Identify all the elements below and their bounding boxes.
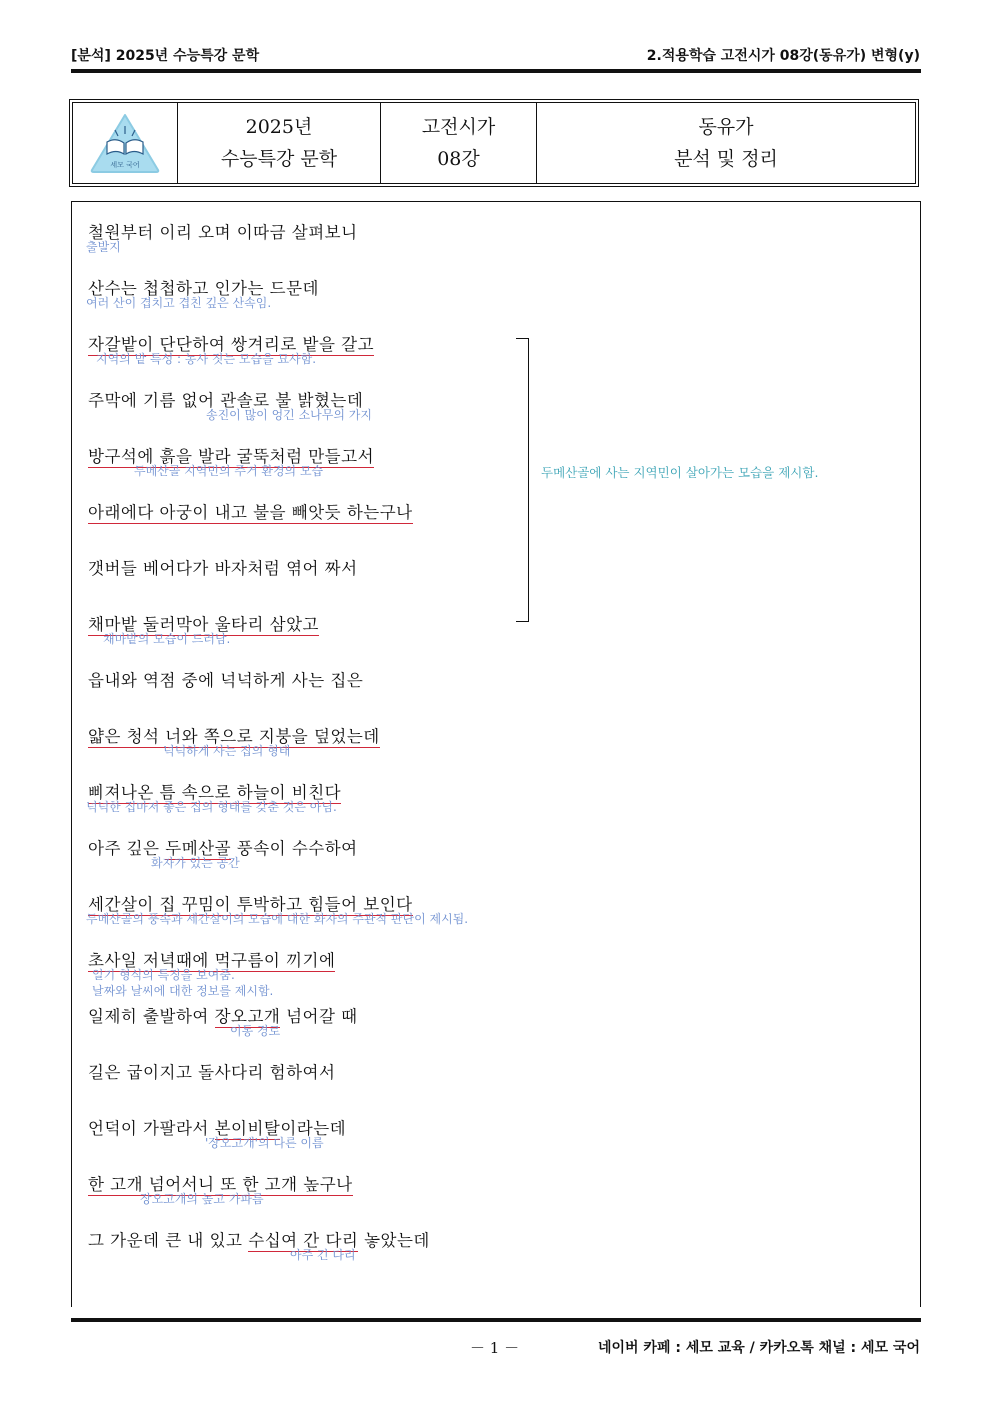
poem-line <box>88 1059 335 1083</box>
line-text: 언덕이 가팔라서 <box>88 1119 215 1138</box>
line-text: 읍내와 역점 중에 넉넉하게 사는 집은 <box>88 671 364 690</box>
underlined-phrase: 한 고개 넘어서니 또 한 고개 높구나 <box>88 1175 353 1194</box>
annotation: 장오고개의 높고 가파름 <box>140 1192 264 1206</box>
bracket <box>516 338 529 622</box>
book-logo-icon <box>89 112 161 174</box>
underlined-phrase: 방구석에 흙을 발라 굴뚝처럼 만들고서 <box>88 447 375 466</box>
underlined-phrase: 장오고개 <box>214 1007 281 1026</box>
title-work-cell: 동유가 분석 및 정리 <box>674 116 778 170</box>
underlined-phrase: 얇은 청석 너와 쪽으로 지붕을 덮었는데 <box>88 727 380 746</box>
logo-cell <box>73 103 178 183</box>
annotation: 화자가 있는 공간 <box>151 856 240 870</box>
underlined-phrase: 삐져나온 틈 속으로 하늘이 비친다 <box>88 783 342 802</box>
annotation: 송진이 많이 엉긴 소나무의 가지 <box>206 408 372 422</box>
header-rule <box>71 69 921 73</box>
poem-line <box>88 1227 430 1251</box>
line-text: 넘어갈 때 <box>280 1007 358 1026</box>
footer-rule <box>71 1318 921 1322</box>
annotation: 날짜와 날씨에 대한 정보를 제시함. <box>92 984 274 998</box>
line-text: 갯버들 베어다가 바자처럼 엮어 짜서 <box>88 559 358 578</box>
annotation: 두메산골의 풍속과 세간살이의 모습에 대한 화자의 주관적 판단이 제시됨. <box>86 912 469 926</box>
line-text: 이라는데 <box>280 1119 347 1138</box>
annotation: 이동 경로 <box>230 1024 281 1038</box>
annotation: '장오고개'의 다른 이름 <box>205 1136 324 1150</box>
poem-line <box>88 499 413 523</box>
underlined-phrase: 자갈밭이 단단하여 쌍겨리로 밭을 갈고 <box>88 335 375 354</box>
underlined-phrase: 채마밭 둘러막아 울타리 삼았고 <box>88 615 319 634</box>
header-left: [분석] 2025년 수능특강 문학 <box>71 48 260 64</box>
line-text: 길은 굽이지고 돌사다리 험하여서 <box>88 1063 336 1082</box>
line-text: 놓았는데 <box>358 1231 430 1250</box>
underlined-phrase: 초사일 저녁때에 먹구름이 끼기에 <box>88 951 336 970</box>
underlined-phrase: 수십여 간 다리 <box>248 1231 359 1250</box>
line-text: 풍속이 수수하여 <box>231 839 358 858</box>
underlined-phrase: 두메산골 <box>165 839 232 858</box>
annotation: 지역의 밭 특성 : 농사 짓는 모습을 묘사함. <box>96 352 317 366</box>
footer-text: 네이버 카페 : 세모 교육 / 카카오톡 채널 : 세모 국어 <box>597 1340 920 1356</box>
line-text: 일제히 출발하여 <box>88 1007 215 1026</box>
title-year-cell: 2025년 수능특강 문학 <box>178 103 381 183</box>
annotation: 아주 긴 다리 <box>290 1248 356 1262</box>
line-text: 아주 깊은 <box>88 839 166 858</box>
annotation: 넉넉한 집마저 좋은 집의 형태를 갖춘 것은 아님. <box>86 800 337 814</box>
page-number: － 1 － <box>470 1339 520 1357</box>
line-text: 산수는 첩첩하고 인가는 드문데 <box>88 279 319 298</box>
title-genre-cell: 고전시가 08강 <box>381 103 537 183</box>
logo-text: 세모 국어 <box>110 161 140 169</box>
poem-line <box>88 1003 358 1027</box>
poem-line <box>88 219 358 243</box>
line-text: 그 가운데 큰 내 있고 <box>88 1231 249 1250</box>
annotation: 채마밭의 모습이 드러남. <box>103 632 231 646</box>
bracket-note: 두메산골에 사는 지역민이 살아가는 모습을 제시함. <box>541 465 819 480</box>
line-text: 철원부터 이리 오며 이따금 살펴보니 <box>88 223 358 242</box>
annotation: 여러 산이 겹치고 겹친 깊은 산속임. <box>86 296 272 310</box>
line-text: 주막에 기름 없어 관솔로 불 밝혔는데 <box>88 391 364 410</box>
title-table <box>69 99 919 187</box>
underlined-phrase: 세간살이 집 꾸밈이 투박하고 힘들어 보인다 <box>88 895 413 914</box>
poem-line <box>88 555 358 579</box>
annotation: 출발지 <box>86 240 121 254</box>
header-right: 2.적용학습 고전시가 08강(동유가) 변형(y) <box>646 48 920 64</box>
underlined-phrase: 본이비탈 <box>214 1119 281 1138</box>
annotation: 넉넉하게 사는 집의 형태 <box>163 744 291 758</box>
annotation: 일기 형식의 특징을 보여줌. <box>92 968 235 982</box>
underlined-phrase: 아래에다 아궁이 내고 불을 빼앗듯 하는구나 <box>88 503 413 522</box>
poem-line <box>88 667 363 691</box>
annotation: 두메산골 지역민의 주거 환경의 모습 <box>134 464 324 478</box>
